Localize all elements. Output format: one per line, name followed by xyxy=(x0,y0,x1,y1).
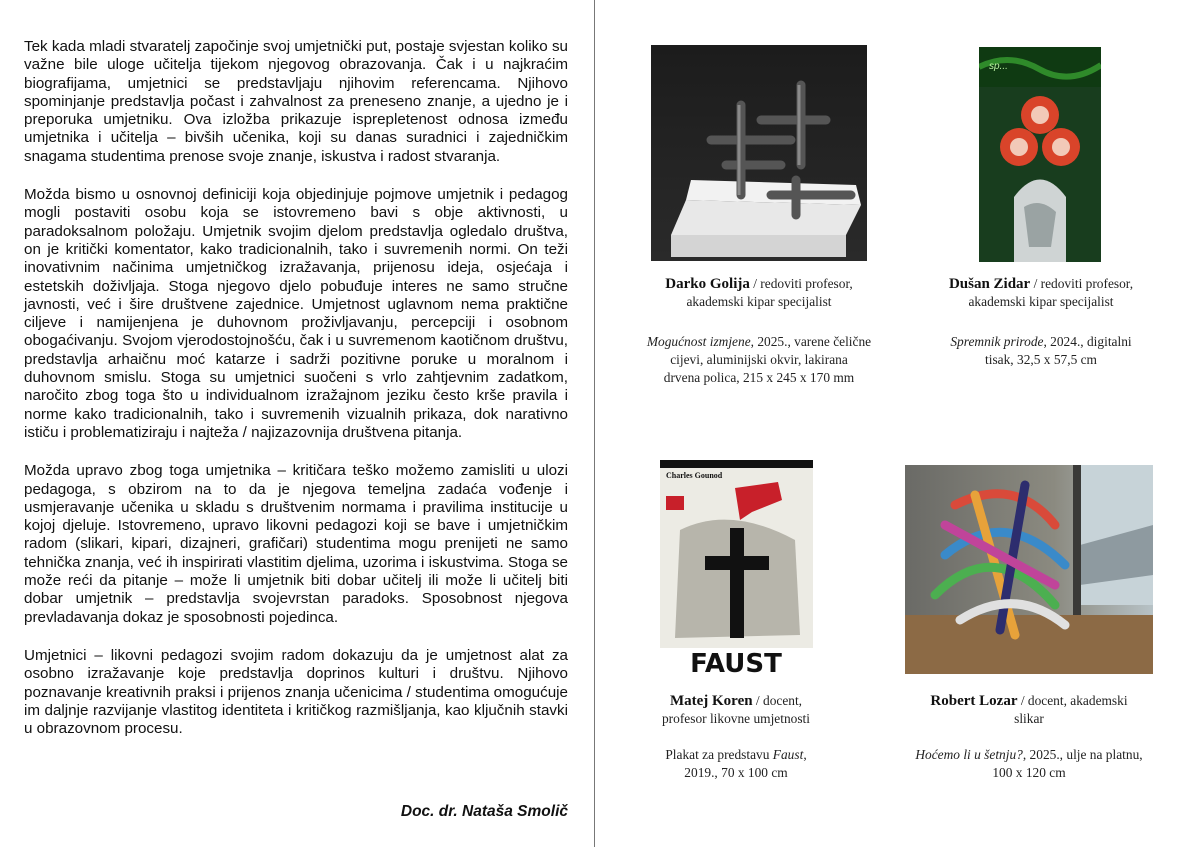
poster-text: sp... xyxy=(989,61,1008,72)
artwork-pre: Plakat za predstavu xyxy=(665,747,773,762)
essay-paragraph-1: Tek kada mladi stvaratelj započinje svoj umjetnički put, postaje svjestan koliko su važne bile uloge učitelja tijekom njegovog obrazovanja. Čak i u najkraćim biografijama, umjetnici se predstavljaju njihovim referencama. Njihovo spominjanje predstavlja počast i zahvalnost za preneseno znanje, a ujedno je i preporuka umjetniku. Ova izložba prikazuje isprepletenost odnosa između umjetnika i učitelja – bivših učenika, koji su danas suradnici i zajedničkim snagama studentima prenose svoje znanje, iskustva i radost stvaranja. xyxy=(24,38,568,165)
artist-role-2: akademski kipar specijalist xyxy=(686,294,832,309)
artist-role: / redoviti profesor, xyxy=(1030,276,1134,291)
artwork-image-zidar xyxy=(979,47,1101,262)
artwork-details-3: drvena polica, 215 x 245 x 170 mm xyxy=(663,370,855,385)
artist-name: Darko Golija xyxy=(665,276,750,292)
sculpture-illustration xyxy=(651,45,867,261)
artwork-title: Faust xyxy=(772,747,804,762)
essay-paragraph-2: Možda bismo u osnovnoj definiciji koja objedinjuje pojmove umjetnik i pedagog mogli postaviti osobu koja se istovremeno bavi s obje aktivnosti, u paradoksalnom položaju. Umjetnik svojim djelom predstavlja ogledalo društva, on je kritički komentator, kako tradicionalnih, tako i suvremenih normi. On teži inovativnim načinima umjetničkog izražavanja, prijenosu ideja, osjećaja i estetskih doživljaja. Stoga njegovo djelo pobuđuje interes ne samo stručne javnosti, već i šire društvene zajednice. Umjetnost uglavnom nema praktične ciljeve i namijenjena je duhovnom proživljavanju, percepciji i osobnom obogaćivanju. Svojom vjerodostojnošću, čak i u suvremenom kaotičnom društvu, predstavlja arhaičnu moć katarze i sadrži pozitivne poruke u moralnom i duhovnom smislu. Stoga su umjetnici suočeni s vrlo zahtjevnim zadatkom, naročito zbog toga što u individualnom izražajnom jeziku često krše pravila i norme kako tradicionalnih, tako i suvremenih vizualnih prikaza, dok narativno ističu i problematiziraju i najteža / najizazovnija društvena pitanja. xyxy=(24,186,568,441)
artwork-image-lozar xyxy=(905,465,1153,674)
essay xyxy=(24,38,568,758)
poster-author: Charles Gounod xyxy=(666,471,723,480)
artwork-title: Mogućnost izmjene xyxy=(646,334,751,349)
artwork-caption-golija xyxy=(630,275,888,387)
poster-illustration xyxy=(660,460,813,676)
artwork-title: Hoćemo li u šetnju? xyxy=(915,747,1023,762)
digital-print-illustration xyxy=(979,47,1101,262)
artist-role-2: profesor likovne umjetnosti xyxy=(661,711,811,726)
artist-role-2: akademski kipar specijalist xyxy=(968,294,1114,309)
essay-paragraph-3: Možda upravo zbog toga umjetnika – kritičara teško možemo zamisliti u ulozi pedagoga, s obzirom na to da je njegova temeljna zadaća vođenje i usmjeravanje učenika u skladu s društvenim normama i pravilima institucije u kojoj djeluje. Istovremeno, upravo likovni pedagozi koji se bave i umjetničkim radom (slikari, kipari, dizajneri, grafičari) studentima mogu prenijeti ne samo tehnička znanja, već ih inspirirati vlastitim djelima, uzorima i iskustvima. Stoga se može reći da pitanje – može li umjetnik biti dobar učitelj ili može li učitelj biti dobar umjetnik – predstavlja svojevrstan paradoks. Sposobnost njegova prevladavanja dokaz je sposobnosti pojedinca. xyxy=(24,462,568,626)
signature: Doc. dr. Nataša Smolič xyxy=(400,803,568,820)
page-divider xyxy=(594,0,595,847)
artwork-image-koren xyxy=(660,460,813,676)
artist-role: / redoviti profesor, xyxy=(749,276,853,291)
artwork-details: , xyxy=(803,747,807,762)
artwork-image-golija xyxy=(651,45,867,261)
poster-title: FAUST xyxy=(690,649,782,676)
artist-name: Dušan Zidar xyxy=(948,276,1031,292)
essay-paragraph-4: Umjetnici – likovni pedagozi svojim radom dokazuju da je umjetnost alat za osobno izražavanje koje predstavlja doprinos kulturi i društvu. Njihovo poznavanje kreativnih praksi i prijenos znanja učenicima / studentima omogućuje im daljnje razvijanje vlastitog identiteta i kritičkog razmišljanja, kao ključnih stavki u obrazovnom procesu. xyxy=(24,646,568,738)
artwork-details-2: tisak, 32,5 x 57,5 cm xyxy=(985,352,1097,367)
painting-illustration xyxy=(905,465,1153,674)
artwork-details: , 2025., varene čelične xyxy=(750,334,872,349)
artist-role: / docent, xyxy=(752,693,803,708)
artwork-details: , 2024., digitalni xyxy=(1043,334,1132,349)
artwork-details-2: 2019., 70 x 100 cm xyxy=(684,765,788,780)
artwork-details-2: 100 x 120 cm xyxy=(992,765,1066,780)
artist-role: / docent, akademski xyxy=(1017,693,1128,708)
artwork-details: , 2025., ulje na platnu, xyxy=(1022,747,1143,762)
artist-role-2: slikar xyxy=(1014,711,1044,726)
artwork-caption-zidar xyxy=(912,275,1170,369)
artwork-caption-lozar xyxy=(900,692,1158,782)
artist-name: Matej Koren xyxy=(669,693,753,709)
artwork-details-2: cijevi, aluminijski okvir, lakirana xyxy=(670,352,848,367)
artwork-title: Spremnik prirode xyxy=(950,334,1044,349)
artwork-caption-koren xyxy=(607,692,865,782)
artist-name: Robert Lozar xyxy=(930,693,1018,709)
